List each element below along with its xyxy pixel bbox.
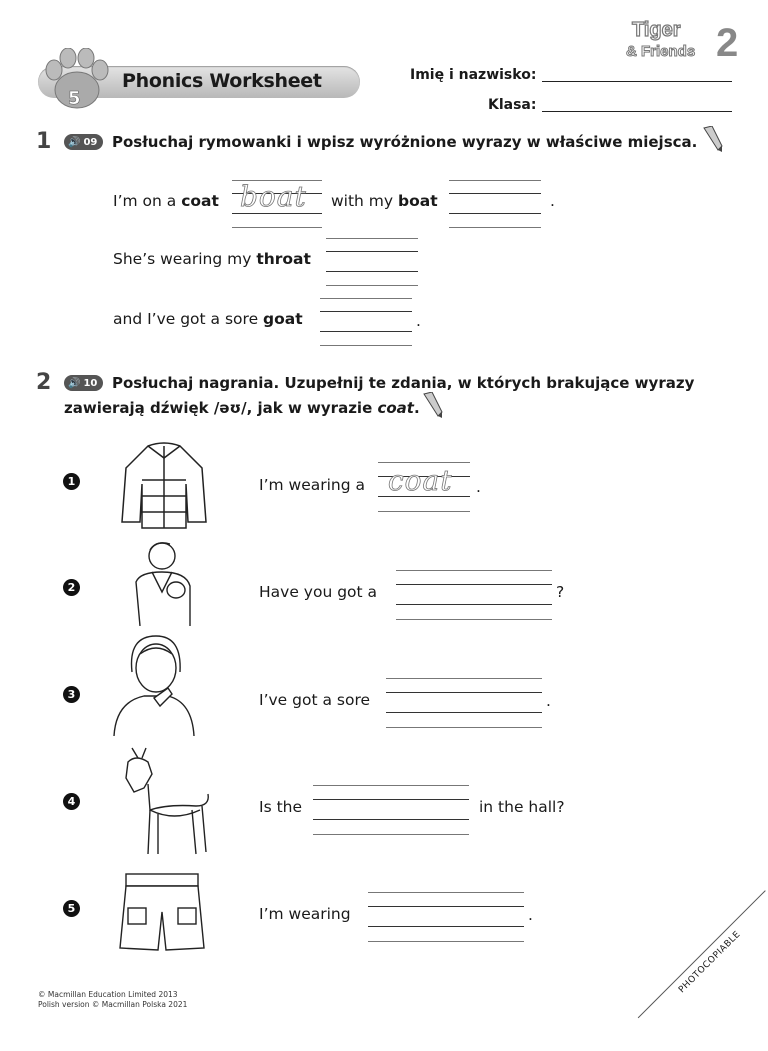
class-label: Klasa: [488, 97, 537, 113]
rhyme-line-1: I’m on a coat [113, 192, 219, 210]
rhyme-line-2: She’s wearing my throat [113, 250, 311, 268]
svg-text:Tiger: Tiger [632, 19, 681, 41]
unit-number: 5 [68, 88, 81, 109]
period: . [416, 312, 421, 330]
example-word-coat: coat [388, 464, 453, 497]
answer-line-item-5[interactable] [368, 892, 524, 942]
item-5-text: I’m wearing [259, 905, 351, 923]
exercise-1-number: 1 [36, 129, 52, 154]
item-number-1: 1 [63, 473, 80, 490]
answer-line-2[interactable] [326, 238, 418, 286]
name-label: Imię i nazwisko: [410, 67, 537, 83]
audio-track-09[interactable]: 🔊 09 [64, 134, 103, 150]
girl-sore-throat-picture [110, 632, 202, 740]
exercise-2-instruction-line2: zawierają dźwięk /əʊ/, jak w wyrazie coat. [64, 399, 420, 417]
item-2-end: ? [556, 583, 565, 601]
exercise-1-instruction: Posłuchaj rymowanki i wpisz wyróżnione wyrazy w właściwe miejsca. [112, 133, 698, 151]
pencil-icon [420, 392, 444, 422]
pencil-icon [700, 126, 724, 156]
audio-track-10[interactable]: 🔊 10 [64, 375, 103, 391]
answer-line-item-2[interactable] [396, 570, 552, 620]
answer-line-1b[interactable] [449, 180, 541, 228]
photocopiable-corner: PHOTOCOPIABLE [638, 890, 768, 1051]
page-title: Phonics Worksheet [122, 70, 322, 92]
exercise-2-number: 2 [36, 370, 52, 395]
item-number-4: 4 [63, 793, 80, 810]
item-4-text: Is the [259, 798, 303, 816]
example-word-boat: boat [240, 180, 307, 213]
item-4-end: in the hall? [479, 798, 565, 816]
coat-picture [118, 440, 210, 534]
answer-line-item-4[interactable] [313, 785, 469, 835]
copyright: © Macmillan Education Limited 2013 Polish version © Macmillan Polska 2021 [38, 990, 188, 1009]
answer-line-item-3[interactable] [386, 678, 542, 728]
name-field[interactable] [542, 81, 732, 82]
item-3-end: . [546, 692, 551, 710]
item-1-end: . [476, 478, 481, 496]
item-number-5: 5 [63, 900, 80, 917]
item-3-text: I’ve got a sore [259, 691, 371, 709]
item-number-3: 3 [63, 686, 80, 703]
rhyme-line-1-mid: with my boat [331, 192, 438, 210]
item-number-2: 2 [63, 579, 80, 596]
item-1-text: I’m wearing a [259, 476, 366, 494]
class-field[interactable] [542, 111, 732, 112]
answer-line-3[interactable] [320, 298, 412, 346]
svg-text:2: 2 [716, 21, 739, 64]
speaker-icon: 🔊 [68, 136, 81, 148]
rhyme-line-3: and I’ve got a sore goat [113, 310, 303, 328]
exercise-2-instruction-line1: Posłuchaj nagrania. Uzupełnij te zdania, w których brakujące wyrazy [112, 374, 695, 392]
tiger-friends-logo [624, 14, 748, 64]
goat-picture [118, 744, 214, 860]
item-2-text: Have you got a [259, 583, 378, 601]
boy-with-cold-picture [126, 538, 202, 630]
period: . [550, 192, 555, 210]
speaker-icon: 🔊 [68, 377, 81, 389]
item-5-end: . [528, 906, 533, 924]
svg-text:& Friends: & Friends [626, 43, 696, 60]
shorts-picture [116, 872, 208, 956]
